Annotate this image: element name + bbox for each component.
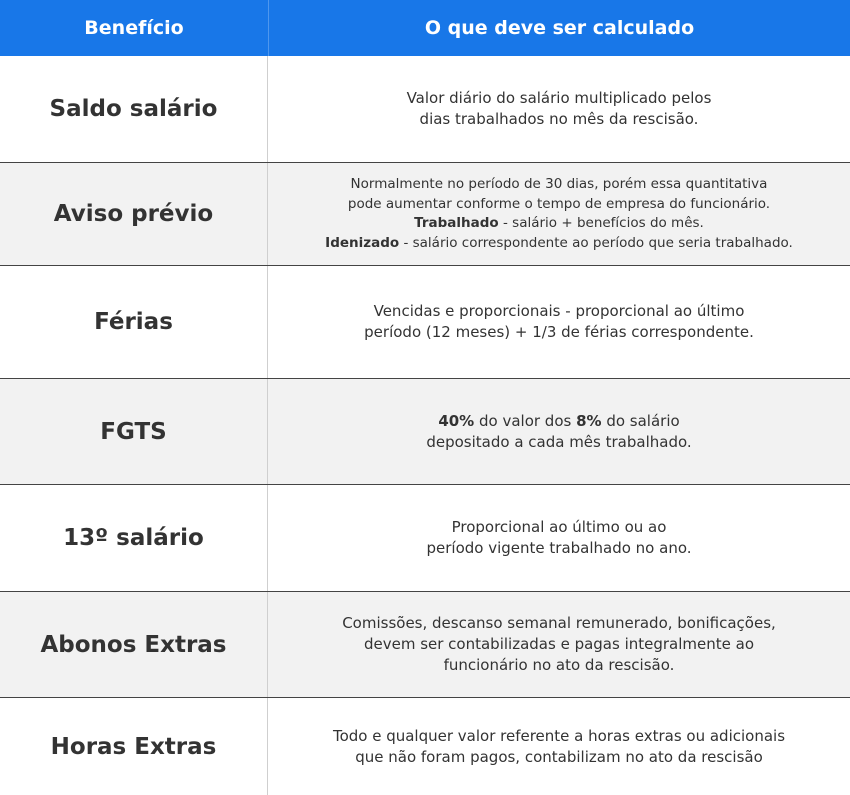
- description-line: [438, 411, 679, 432]
- benefit-name: Abonos Extras: [0, 592, 268, 697]
- table-row: [0, 591, 850, 697]
- benefit-description: [268, 266, 850, 378]
- table-row: [0, 162, 850, 265]
- table-row: [0, 484, 850, 591]
- benefit-name: FGTS: [0, 379, 268, 484]
- indemnified-label: Idenizado: [325, 234, 400, 251]
- header-benefit: Benefício: [0, 0, 269, 56]
- benefit-name: Horas Extras: [0, 698, 268, 795]
- description-line: [325, 234, 793, 254]
- benefit-name: Saldo salário: [0, 56, 268, 162]
- worked-text: - salário + benefícios do mês.: [498, 215, 704, 231]
- description-line: que não foram pagos, contabilizam no ato da rescisão: [355, 747, 763, 766]
- benefit-description: [268, 698, 850, 795]
- description-line: período vigente trabalhado no ano.: [426, 539, 692, 557]
- benefit-name: Férias: [0, 266, 268, 378]
- table-row: [0, 697, 850, 795]
- fgts-text-a: do valor dos: [474, 411, 577, 430]
- table-header: [0, 0, 850, 56]
- description-line: funcionário no ato da rescisão.: [443, 656, 675, 674]
- benefit-description: [268, 485, 850, 591]
- indemnified-text: - salário correspondente ao período que seria trabalhado.: [399, 234, 793, 251]
- description-line: Todo e qualquer valor referente a horas extras ou adicionais: [332, 726, 786, 745]
- benefit-name: 13º salário: [0, 485, 268, 591]
- benefit-description: [268, 163, 850, 265]
- description-line: Proporcional ao último ou ao: [451, 518, 667, 536]
- description-line: depositado a cada mês trabalhado.: [426, 432, 692, 451]
- description-line: dias trabalhados no mês da rescisão.: [419, 110, 699, 128]
- description-line: Vencidas e proporcionais - proporcional ao último: [373, 302, 745, 320]
- fgts-percent-8: 8%: [576, 411, 602, 430]
- worked-label: Trabalhado: [414, 215, 499, 231]
- fgts-percent-40: 40%: [438, 411, 475, 430]
- fgts-text-b: do salário: [601, 411, 680, 430]
- benefit-description: [268, 56, 850, 162]
- description-line: período (12 meses) + 1/3 de férias correspondente.: [364, 323, 754, 341]
- table-row: [0, 265, 850, 378]
- table-row: [0, 378, 850, 484]
- header-calculation: O que deve ser calculado: [424, 17, 695, 39]
- benefit-description: [268, 379, 850, 484]
- description-line: devem ser contabilizadas e pagas integralmente ao: [363, 635, 755, 653]
- description-line: Valor diário do salário multiplicado pelos: [406, 89, 712, 107]
- description-line: Normalmente no período de 30 dias, porém essa quantitativa: [350, 176, 768, 192]
- description-line: Comissões, descanso semanal remunerado, bonificações,: [342, 614, 776, 632]
- description-line: pode aumentar conforme o tempo de empresa do funcionário.: [347, 195, 771, 212]
- benefit-name: Aviso prévio: [0, 163, 268, 265]
- table-row: [0, 56, 850, 162]
- description-line: [414, 214, 704, 234]
- benefit-description: [268, 592, 850, 697]
